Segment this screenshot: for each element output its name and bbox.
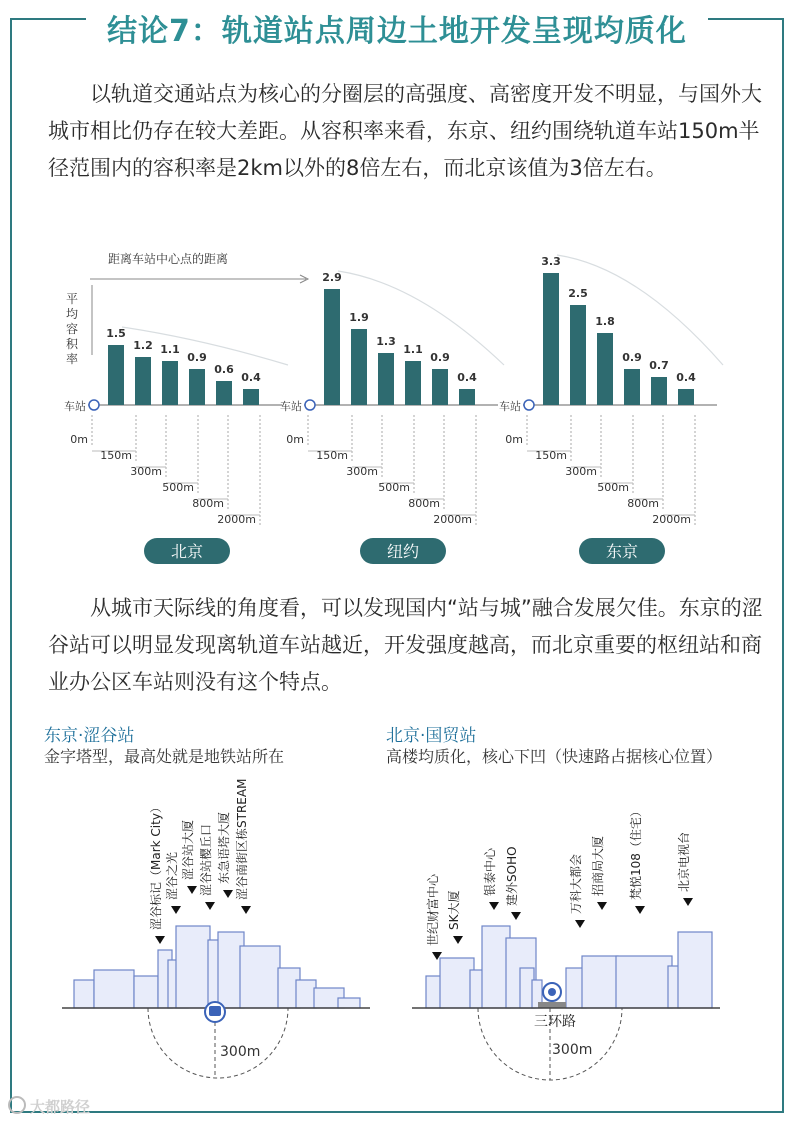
distance-tick-label: 300m bbox=[130, 465, 162, 478]
bar-value-label: 1.2 bbox=[133, 339, 153, 352]
building-marker bbox=[187, 886, 197, 894]
bar bbox=[135, 357, 151, 405]
city-label: 北京 bbox=[170, 542, 204, 561]
paragraph-skyline: 从城市天际线的角度看，可以发现国内“站与城”融合发展欠佳。东京的涩谷站可以明显发现离轨道车站越近，开发强度越高，而北京重要的枢纽站和商业办公区车站则没有这个特点。 bbox=[48, 596, 763, 694]
bar bbox=[216, 381, 232, 405]
building-marker bbox=[205, 902, 215, 910]
bar bbox=[678, 389, 694, 405]
tokyo-station-icon bbox=[205, 1002, 225, 1022]
station-label: 车站 bbox=[499, 400, 521, 413]
bar-value-label: 1.1 bbox=[160, 343, 180, 356]
bar-value-label: 1.8 bbox=[595, 315, 615, 328]
bar bbox=[324, 289, 340, 405]
beijing-skyline-heading: 北京·国贸站 bbox=[386, 726, 477, 746]
city-label: 东京 bbox=[605, 542, 639, 561]
building-marker bbox=[453, 936, 463, 944]
distance-tick-label: 800m bbox=[192, 497, 224, 510]
building-label: 涩谷站大厦 bbox=[181, 819, 195, 880]
distance-tick-label: 800m bbox=[627, 497, 659, 510]
building-marker bbox=[635, 906, 645, 914]
building-marker bbox=[597, 902, 607, 910]
building-marker bbox=[223, 890, 233, 898]
tokyo-skyline-heading: 东京·涩谷站 bbox=[44, 726, 135, 746]
beijing-station-icon bbox=[543, 983, 561, 1001]
bar-value-label: 0.9 bbox=[187, 351, 207, 364]
distance-tick-label: 800m bbox=[408, 497, 440, 510]
bar bbox=[351, 329, 367, 405]
distance-tick-label: 150m bbox=[535, 449, 567, 462]
bar-value-label: 0.4 bbox=[241, 371, 261, 384]
distance-tick-label: 500m bbox=[597, 481, 629, 494]
paragraph-far-ratio: 以轨道交通站点为核心的分圈层的高强度、高密度开发不明显，与国外大城市相比仍存在较大差距。从容积率来看，东京、纽约围绕轨道车站150m半径范围内的容积率是2km以外的8倍左右，而北京该值为3倍左右。 bbox=[48, 82, 762, 180]
building-marker bbox=[489, 902, 499, 910]
bar-value-label: 0.4 bbox=[457, 371, 477, 384]
bar bbox=[543, 273, 559, 405]
distance-tick-label: 500m bbox=[162, 481, 194, 494]
bar-value-label: 1.1 bbox=[403, 343, 423, 356]
watermark-logo-icon bbox=[8, 1096, 26, 1114]
bar-value-label: 0.4 bbox=[676, 371, 696, 384]
bar-value-label: 1.3 bbox=[376, 335, 396, 348]
building-label: 建外SOHO bbox=[505, 846, 519, 906]
distance-tick-label: 500m bbox=[378, 481, 410, 494]
building-marker bbox=[683, 898, 693, 906]
bar bbox=[597, 333, 613, 405]
tokyo-skyline bbox=[62, 779, 370, 1078]
building-label: 北京电视台 bbox=[677, 831, 691, 892]
bar-value-label: 2.5 bbox=[568, 287, 588, 300]
city-pill bbox=[144, 538, 230, 564]
beijing-buildings bbox=[426, 926, 712, 1008]
station-icon bbox=[305, 400, 315, 410]
bar bbox=[108, 345, 124, 405]
beijing-building-labels bbox=[425, 805, 693, 960]
city-pill bbox=[579, 538, 665, 564]
building-label: SK大厦 bbox=[447, 890, 461, 930]
building-label: 银泰中心 bbox=[483, 847, 497, 896]
footer-watermark: 大都路径 bbox=[30, 1098, 91, 1116]
bar-value-label: 3.3 bbox=[541, 255, 561, 268]
tokyo-building-labels bbox=[148, 779, 251, 944]
tokyo-buildings bbox=[74, 926, 360, 1008]
building-label: 招商局大厦 bbox=[591, 835, 605, 896]
bar bbox=[651, 377, 667, 405]
city-label: 纽约 bbox=[386, 542, 420, 561]
far-bar-charts bbox=[0, 245, 794, 575]
distance-tick-label: 2000m bbox=[652, 513, 691, 526]
bar bbox=[624, 369, 640, 405]
page-title: 结论7：轨道站点周边土地开发呈现均质化 bbox=[107, 14, 687, 49]
bar bbox=[378, 353, 394, 405]
skyline-diagrams bbox=[0, 770, 794, 1100]
bar-value-label: 0.7 bbox=[649, 359, 669, 372]
station-label: 车站 bbox=[280, 400, 302, 413]
distance-tick-label: 0m bbox=[70, 433, 88, 446]
distance-tick-label: 0m bbox=[286, 433, 304, 446]
distance-tick-label: 2000m bbox=[433, 513, 472, 526]
station-icon bbox=[89, 400, 99, 410]
bar bbox=[243, 389, 259, 405]
building-label: 梵悦108（住宅） bbox=[629, 805, 643, 900]
building-label: 涩谷南街区栋STREAM bbox=[235, 778, 249, 900]
chart-panel-1 bbox=[280, 271, 504, 564]
chart-panel-2 bbox=[499, 255, 723, 564]
far-axis-label: 平均容积率 bbox=[66, 292, 79, 366]
beijing-ring-road bbox=[538, 1002, 566, 1008]
building-marker bbox=[155, 936, 165, 944]
bar-value-label: 1.9 bbox=[349, 311, 369, 324]
building-marker bbox=[171, 906, 181, 914]
station-icon bbox=[524, 400, 534, 410]
city-pill bbox=[360, 538, 446, 564]
bar bbox=[570, 305, 586, 405]
bar-value-label: 0.9 bbox=[622, 351, 642, 364]
bar bbox=[405, 361, 421, 405]
bar bbox=[459, 389, 475, 405]
beijing-skyline bbox=[412, 805, 720, 1080]
distance-axis-label: 距离车站中心点的距离 bbox=[108, 252, 229, 266]
bar bbox=[432, 369, 448, 405]
building-label: 万科大都会 bbox=[569, 853, 583, 914]
bar bbox=[189, 369, 205, 405]
building-marker bbox=[241, 906, 251, 914]
bar-value-label: 0.9 bbox=[430, 351, 450, 364]
building-marker bbox=[511, 912, 521, 920]
building-label: 东急语塔大厦 bbox=[217, 811, 231, 884]
distance-tick-label: 150m bbox=[316, 449, 348, 462]
station-label: 车站 bbox=[64, 400, 86, 413]
chart-panel-0 bbox=[64, 327, 288, 564]
bar bbox=[162, 361, 178, 405]
tokyo-skyline-description: 金字塔型，最高处就是地铁站所在 bbox=[44, 747, 285, 766]
beijing-road-label: 三环路 bbox=[534, 1014, 576, 1030]
distance-tick-label: 0m bbox=[505, 433, 523, 446]
building-marker bbox=[575, 920, 585, 928]
distance-tick-label: 300m bbox=[346, 465, 378, 478]
bar-value-label: 2.9 bbox=[322, 271, 342, 284]
distance-tick-label: 150m bbox=[100, 449, 132, 462]
building-label: 世纪财富中心 bbox=[426, 873, 440, 946]
tokyo-radius-label: 300m bbox=[220, 1044, 261, 1060]
bar-value-label: 1.5 bbox=[106, 327, 126, 340]
building-label: 涩谷站樱丘口 bbox=[199, 823, 213, 896]
building-label: 涩谷标记（Mark City） bbox=[149, 801, 163, 930]
bar-value-label: 0.6 bbox=[214, 363, 234, 376]
beijing-skyline-description: 高楼均质化，核心下凹（快速路占据核心位置） bbox=[386, 747, 723, 766]
building-label: 涩谷之光 bbox=[165, 851, 179, 900]
distance-tick-label: 300m bbox=[565, 465, 597, 478]
distance-tick-label: 2000m bbox=[217, 513, 256, 526]
beijing-radius-label: 300m bbox=[552, 1042, 593, 1058]
